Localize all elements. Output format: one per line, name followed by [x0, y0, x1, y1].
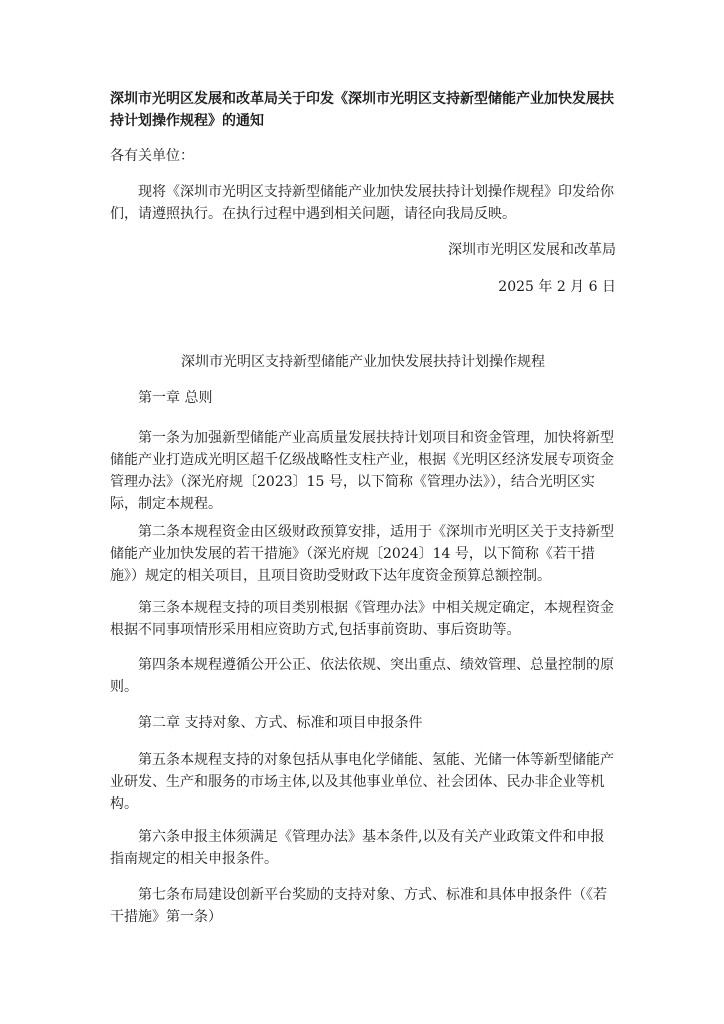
chapter-2-heading: 第二章 支持对象、方式、标准和项目申报条件 — [138, 715, 423, 731]
article-1: 第一条为加强新型储能产业高质量发展扶持计划项目和资金管理，加快将新型储能产业打造成光明区超千亿级战略性支柱产业，根据《光明区经济发展专项资金管理办法》（深光府规〔2023〕15 号，以下简称《管理办法》），结合光明区实际，制定本规程。 — [110, 430, 614, 512]
article-5: 第五条本规程支持的对象包括从事电化学储能、氢能、光储一体等新型储能产业研发、生产和服务的市场主体,以及其他事业单位、社会团体、民办非企业等机构。 — [110, 752, 614, 812]
notice-salutation: 各有关单位： — [110, 148, 194, 164]
notice-date: 2025 年 2 月 6 日 — [498, 279, 616, 295]
notice-body: 现将《深圳市光明区支持新型储能产业加快发展扶持计划操作规程》印发给你们，请遵照执行。在执行过程中遇到相关问题，请径向我局反映。 — [110, 184, 614, 222]
chapter-1-heading: 第一章 总则 — [138, 390, 213, 406]
notice-signature: 深圳市光明区发展和改革局 — [448, 242, 616, 258]
article-4: 第四条本规程遵循公开公正、依法依规、突出重点、绩效管理、总量控制的原则。 — [110, 657, 614, 695]
regulation-title: 深圳市光明区支持新型储能产业加快发展扶持计划操作规程 — [181, 354, 545, 370]
article-7: 第七条布局建设创新平台奖励的支持对象、方式、标准和具体申报条件（《若干措施》第一条） — [110, 887, 607, 925]
article-3: 第三条本规程支持的项目类别根据《管理办法》中相关规定确定，本规程资金根据不同事项情形采用相应资助方式,包括事前资助、事后资助等。 — [110, 600, 614, 638]
article-2: 第二条本规程资金由区级财政预算安排，适用于《深圳市光明区关于支持新型储能产业加快发展的若干措施》（深光府规〔2024〕14 号，以下简称《若干措施》）规定的相关项目，且项目资助受财政下达年度资金预算总额控制。 — [110, 524, 614, 584]
notice-title: 深圳市光明区发展和改革局关于印发《深圳市光明区支持新型储能产业加快发展扶持计划操作规程》的通知 — [110, 91, 614, 129]
article-6: 第六条申报主体须满足《管理办法》基本条件,以及有关产业政策文件和申报指南规定的相关申报条件。 — [110, 829, 605, 867]
